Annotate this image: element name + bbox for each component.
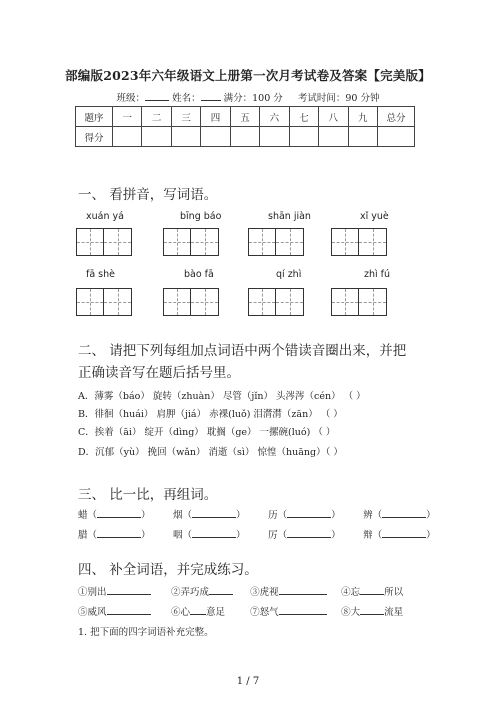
compare-row: 蜡（ ） 烟（ ） 历（ ） 辨（ ） bbox=[78, 507, 436, 521]
class-label: 班级： bbox=[116, 93, 146, 104]
idiom-text: ⑤威风 bbox=[78, 607, 107, 618]
score-cell[interactable] bbox=[260, 127, 289, 147]
table-cell: 四 bbox=[201, 107, 230, 127]
page-number: 1 / 7 bbox=[236, 676, 260, 687]
question-2-title-line-1: 二、 请把下列每组加点词语中两个错读音圈出来，并把 bbox=[78, 343, 407, 359]
score-cell[interactable] bbox=[289, 127, 318, 147]
writing-grid[interactable] bbox=[248, 288, 304, 316]
answer-blank[interactable] bbox=[192, 527, 236, 538]
compare-row: 腊（ ） 咽（ ） 厉（ ） 辩（ ） bbox=[78, 527, 436, 541]
char-label: 历（ bbox=[268, 510, 288, 521]
answer-blank[interactable] bbox=[382, 527, 426, 538]
answer-blank[interactable] bbox=[209, 584, 233, 595]
full-score: 满分：100 分 bbox=[223, 93, 283, 104]
table-cell: 一 bbox=[113, 107, 142, 127]
score-table bbox=[75, 106, 415, 147]
writing-grid[interactable] bbox=[331, 288, 387, 316]
table-cell: 八 bbox=[319, 107, 348, 127]
writing-grid[interactable] bbox=[76, 228, 132, 256]
idiom-row bbox=[78, 604, 403, 618]
writing-grid[interactable] bbox=[248, 228, 304, 256]
table-cell: 三 bbox=[171, 107, 200, 127]
list-item: A．薄雾（báo） 旋转（zhuàn） 尽管（jǐn） 头涔涔（cén） （ ） bbox=[78, 391, 366, 402]
answer-blank[interactable] bbox=[279, 604, 327, 615]
table-cell: 得分 bbox=[76, 127, 113, 147]
table-cell: 九 bbox=[348, 107, 378, 127]
idiom-text: ⑥心 bbox=[171, 607, 191, 618]
pinyin-label: bào fā bbox=[184, 269, 214, 280]
name-label: 姓名： bbox=[172, 93, 201, 104]
answer-blank[interactable] bbox=[287, 507, 331, 518]
table-cell: 总分 bbox=[378, 107, 415, 127]
pinyin-label: xǐ yuè bbox=[360, 211, 389, 222]
score-cell[interactable] bbox=[378, 127, 415, 147]
answer-blank[interactable] bbox=[97, 507, 141, 518]
exam-time: 考试时间：90 分钟 bbox=[297, 93, 380, 104]
list-item: D．沉郁（yù） 挽回（wǎn） 消逝（sì） 惊惶（huāng）（ ） bbox=[78, 447, 343, 458]
pinyin-label: zhì fú bbox=[364, 269, 391, 280]
pinyin-label: fā shè bbox=[86, 269, 116, 280]
list-item: C．挨着（āi） 绽开（dìng） 耽搁（ge） 一摞碗(luó) （ ） bbox=[78, 427, 336, 438]
char-label: 烟（ bbox=[173, 510, 193, 521]
table-cell: 五 bbox=[230, 107, 259, 127]
score-cell[interactable] bbox=[113, 127, 142, 147]
question-3-title: 三、 比一比，再组词。 bbox=[78, 487, 218, 503]
name-blank[interactable] bbox=[201, 91, 221, 101]
idiom-text: ③虎视 bbox=[250, 587, 279, 598]
table-cell: 题序 bbox=[76, 107, 113, 127]
sub-question: 1. 把下面的四字词语补充完整。 bbox=[78, 627, 214, 638]
char-label: 辩（ bbox=[363, 530, 383, 541]
answer-blank[interactable] bbox=[382, 507, 426, 518]
answer-blank[interactable] bbox=[279, 584, 327, 595]
document-title: 部编版2023年六年级语文上册第一次月考试卷及答案【完美版】 bbox=[65, 68, 431, 83]
score-table-header-row bbox=[76, 107, 415, 127]
idiom-row bbox=[78, 584, 403, 598]
list-item: B．徘徊（huái） 肩胛（jiá） 赤裸(luǒ) 泪潸潸（zān） （ ） bbox=[78, 409, 343, 420]
idiom-text: ⑧大 bbox=[341, 607, 361, 618]
answer-blank[interactable] bbox=[360, 584, 384, 595]
score-cell[interactable] bbox=[230, 127, 259, 147]
char-label: 蜡（ bbox=[78, 510, 98, 521]
answer-blank[interactable] bbox=[97, 527, 141, 538]
idiom-text: 意足 bbox=[206, 607, 226, 618]
table-cell: 七 bbox=[289, 107, 318, 127]
answer-blank[interactable] bbox=[107, 584, 151, 595]
char-label: 腊（ bbox=[78, 530, 98, 541]
question-2-title-line-2: 正确读音写在题后括号里。 bbox=[78, 365, 240, 381]
pinyin-label: qí zhì bbox=[276, 269, 302, 280]
score-cell[interactable] bbox=[171, 127, 200, 147]
score-cell[interactable] bbox=[348, 127, 378, 147]
question-4-title: 四、 补全词语，并完成练习。 bbox=[78, 562, 258, 578]
idiom-text: 流星 bbox=[384, 607, 404, 618]
answer-blank[interactable] bbox=[192, 507, 236, 518]
student-info-line bbox=[0, 90, 496, 104]
pinyin-label: shān jiàn bbox=[268, 211, 311, 222]
answer-blank[interactable] bbox=[360, 604, 384, 615]
pinyin-label: xuán yá bbox=[86, 211, 124, 222]
score-cell[interactable] bbox=[201, 127, 230, 147]
idiom-text: ②弄巧成 bbox=[171, 587, 210, 598]
char-label: 厉（ bbox=[268, 530, 288, 541]
pinyin-label: bīng báo bbox=[180, 211, 222, 222]
score-cell[interactable] bbox=[142, 127, 171, 147]
char-label: 咽（ bbox=[173, 530, 193, 541]
idiom-text: ①别出 bbox=[78, 587, 107, 598]
idiom-text: 所以 bbox=[384, 587, 404, 598]
answer-blank[interactable] bbox=[190, 604, 206, 615]
question-1-title: 一、 看拼音，写词语。 bbox=[78, 187, 218, 203]
answer-blank[interactable] bbox=[287, 527, 331, 538]
table-cell: 六 bbox=[260, 107, 289, 127]
writing-grid[interactable] bbox=[163, 228, 219, 256]
writing-grid[interactable] bbox=[163, 288, 219, 316]
answer-blank[interactable] bbox=[107, 604, 151, 615]
writing-grid[interactable] bbox=[76, 288, 132, 316]
idiom-text: ⑦怒气 bbox=[250, 607, 279, 618]
score-cell[interactable] bbox=[319, 127, 348, 147]
char-label: 辨（ bbox=[363, 510, 383, 521]
writing-grid[interactable] bbox=[331, 228, 387, 256]
table-cell: 二 bbox=[142, 107, 171, 127]
score-table-score-row bbox=[76, 127, 415, 147]
class-blank[interactable] bbox=[145, 91, 169, 101]
idiom-text: ④忘 bbox=[341, 587, 361, 598]
